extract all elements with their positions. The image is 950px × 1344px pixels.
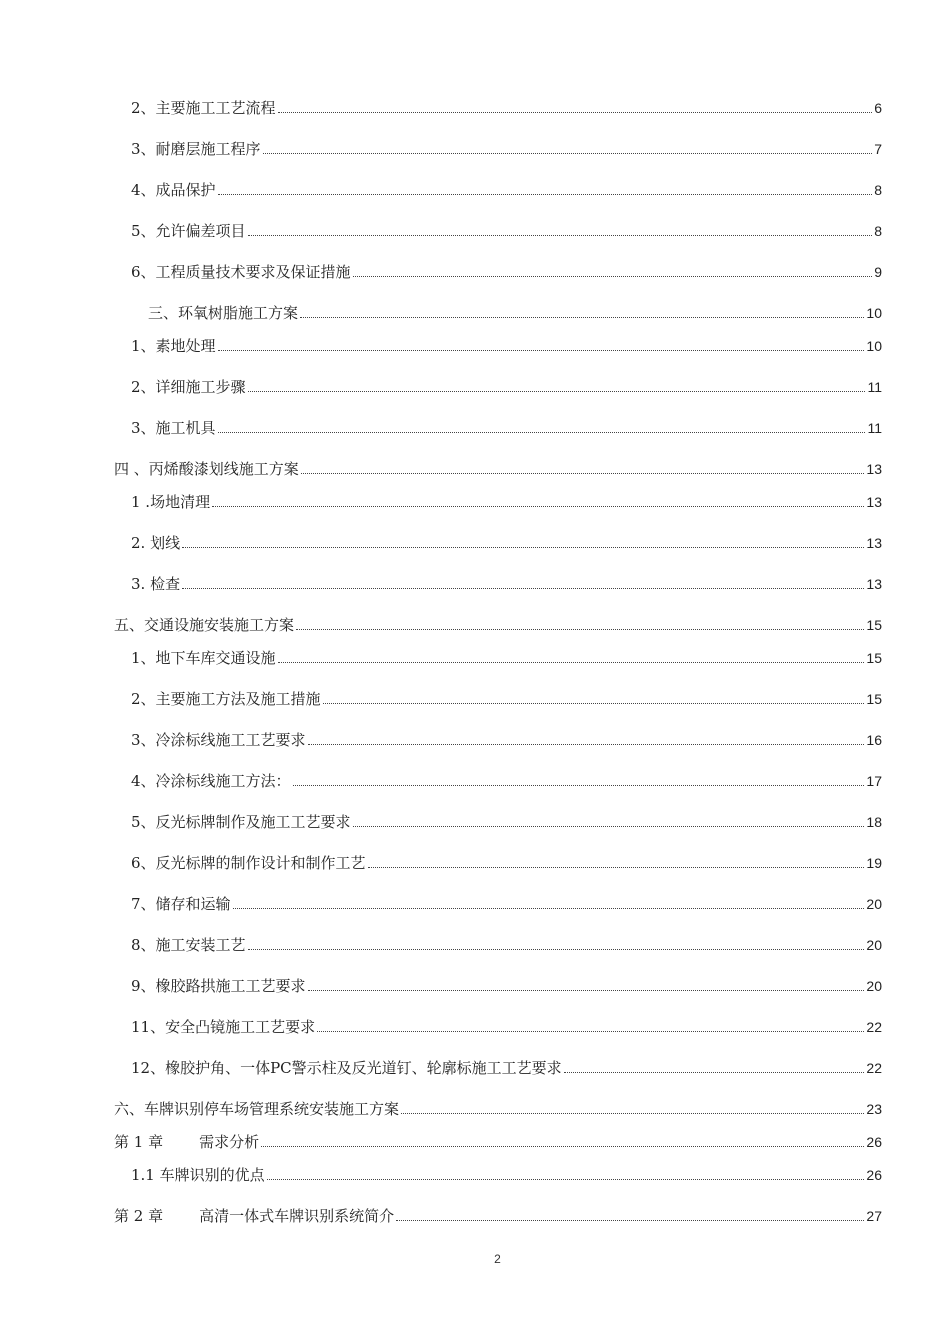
- toc-page-number: 8: [874, 223, 882, 239]
- toc-dot-leader: [300, 317, 864, 318]
- toc-entry-title: 7、储存和运输: [131, 895, 231, 913]
- toc-entry[interactable]: [0, 134, 882, 158]
- toc-dot-leader: [296, 629, 864, 630]
- toc-entry[interactable]: [0, 454, 882, 478]
- toc-dot-leader: [301, 473, 865, 474]
- toc-page-number: 16: [866, 732, 882, 748]
- toc-dot-leader: [261, 1146, 864, 1147]
- toc-entry[interactable]: [0, 610, 882, 634]
- toc-dot-leader: [212, 506, 864, 507]
- toc-entry-title: 1、素地处理: [131, 337, 216, 355]
- toc-entry-title: 9、橡胶路拱施工工艺要求: [131, 977, 306, 995]
- toc-page-number: 11: [867, 379, 882, 395]
- toc-entry-title: 3. 检查: [131, 575, 181, 593]
- toc-entry[interactable]: [0, 889, 882, 913]
- toc-dot-leader: [308, 990, 865, 991]
- toc-dot-leader: [278, 112, 873, 113]
- toc-page-number: 17: [866, 773, 882, 789]
- toc-entry[interactable]: [0, 413, 882, 437]
- toc-dot-leader: [396, 1220, 864, 1221]
- toc-entry[interactable]: [0, 216, 882, 240]
- toc-entry[interactable]: [0, 487, 882, 511]
- toc-dot-leader: [263, 153, 873, 154]
- toc-dot-leader: [308, 744, 865, 745]
- toc-dot-leader: [218, 350, 865, 351]
- toc-entry-title: 6、反光标牌的制作设计和制作工艺: [131, 854, 366, 872]
- toc-dot-leader: [401, 1113, 864, 1114]
- toc-dot-leader: [278, 662, 865, 663]
- toc-entry[interactable]: [0, 298, 882, 322]
- toc-entry[interactable]: [0, 528, 882, 552]
- toc-entry[interactable]: [0, 1160, 882, 1184]
- toc-entry-title: 2. 划线: [131, 534, 181, 552]
- toc-dot-leader: [248, 949, 865, 950]
- toc-entry-title: 4、冷涂标线施工方法：: [131, 772, 291, 790]
- toc-dot-leader: [267, 1179, 865, 1180]
- toc-dot-leader: [317, 1031, 864, 1032]
- toc-entry-title: 五、交通设施安装施工方案: [114, 616, 295, 634]
- toc-page-number: 13: [866, 461, 882, 477]
- toc-dot-leader: [218, 432, 866, 433]
- toc-entry-title: 6、工程质量技术要求及保证措施: [131, 263, 351, 281]
- toc-entry-title: 12、橡胶护角、一体PC警示柱及反光道钉、轮廓标施工工艺要求: [131, 1059, 562, 1077]
- toc-page-number: 18: [866, 814, 882, 830]
- toc-page-number: 15: [866, 691, 882, 707]
- toc-entry[interactable]: [0, 1094, 882, 1118]
- toc-entry-title: 3、施工机具: [131, 419, 216, 437]
- toc-entry-title: 1 .场地清理: [131, 493, 211, 511]
- toc-entry[interactable]: [0, 1127, 882, 1151]
- toc-entry-title: 1.1 车牌识别的优点: [131, 1166, 265, 1184]
- toc-page-number: 26: [866, 1167, 882, 1183]
- toc-entry[interactable]: [0, 175, 882, 199]
- toc-entry-title: 第 1 章 需求分析: [114, 1133, 260, 1151]
- toc-entry-title: 3、冷涂标线施工工艺要求: [131, 731, 306, 749]
- toc-entry[interactable]: [0, 257, 882, 281]
- toc-page-number: 8: [874, 182, 882, 198]
- toc-entry[interactable]: [0, 725, 882, 749]
- toc-page-number: 20: [866, 978, 882, 994]
- toc-page-number: 26: [866, 1134, 882, 1150]
- toc-entry-title: 2、详细施工步骤: [131, 378, 246, 396]
- toc-dot-leader: [248, 235, 873, 236]
- toc-dot-leader: [564, 1072, 865, 1073]
- toc-entry[interactable]: [0, 93, 882, 117]
- toc-dot-leader: [233, 908, 865, 909]
- toc-page-number: 22: [866, 1060, 882, 1076]
- toc-chapter-label: 第 2 章: [114, 1207, 164, 1225]
- toc-entry[interactable]: [0, 331, 882, 355]
- toc-dot-leader: [323, 703, 865, 704]
- toc-entry[interactable]: [0, 1053, 882, 1077]
- toc-dot-leader: [182, 547, 864, 548]
- toc-entry-title: 5、反光标牌制作及施工工艺要求: [131, 813, 351, 831]
- toc-page-number: 11: [867, 420, 882, 436]
- toc-page-number: 20: [866, 937, 882, 953]
- toc-dot-leader: [218, 194, 873, 195]
- toc-page-number: 20: [866, 896, 882, 912]
- toc-page-number: 6: [874, 100, 882, 116]
- toc-page-number: 15: [866, 650, 882, 666]
- toc-entry-title: 5、允许偏差项目: [131, 222, 246, 240]
- toc-dot-leader: [248, 391, 866, 392]
- toc-dot-leader: [368, 867, 865, 868]
- toc-entry-title: 六、车牌识别停车场管理系统安装施工方案: [114, 1100, 400, 1118]
- toc-dot-leader: [182, 588, 864, 589]
- toc-entry[interactable]: [0, 372, 882, 396]
- page-number: 2: [494, 1252, 501, 1266]
- toc-dot-leader: [293, 785, 865, 786]
- toc-entry[interactable]: [0, 807, 882, 831]
- toc-entry-title: 2、主要施工方法及施工措施: [131, 690, 321, 708]
- toc-page-number: 19: [866, 855, 882, 871]
- toc-entry[interactable]: [0, 1201, 882, 1225]
- toc-entry-title: 三、环氧树脂施工方案: [148, 304, 299, 322]
- toc-entry[interactable]: [0, 643, 882, 667]
- toc-entry[interactable]: [0, 684, 882, 708]
- toc-entry[interactable]: [0, 930, 882, 954]
- toc-entry[interactable]: [0, 1012, 882, 1036]
- toc-page-number: 9: [874, 264, 882, 280]
- toc-page-number: 13: [866, 535, 882, 551]
- toc-dot-leader: [353, 276, 873, 277]
- toc-entry-title: 第 2 章 高清一体式车牌识别系统简介: [114, 1207, 395, 1225]
- toc-page-number: 22: [866, 1019, 882, 1035]
- toc-page-number: 15: [866, 617, 882, 633]
- toc-page-number: 10: [866, 305, 882, 321]
- toc-dot-leader: [353, 826, 865, 827]
- toc-entry-title: 四 、丙烯酸漆划线施工方案: [114, 460, 299, 478]
- toc-page-number: 10: [866, 338, 882, 354]
- toc-entry-title: 1、地下车库交通设施: [131, 649, 276, 667]
- toc-page-number: 13: [866, 494, 882, 510]
- toc-entry-title: 8、施工安装工艺: [131, 936, 246, 954]
- toc-entry[interactable]: [0, 848, 882, 872]
- toc-page-number: 23: [866, 1101, 882, 1117]
- toc-page-number: 7: [874, 141, 882, 157]
- toc-entry[interactable]: [0, 569, 882, 593]
- toc-entry[interactable]: [0, 766, 882, 790]
- toc-page-number: 13: [866, 576, 882, 592]
- toc-entry-title: 4、成品保护: [131, 181, 216, 199]
- toc-page-number: 27: [866, 1208, 882, 1224]
- toc-entry[interactable]: [0, 971, 882, 995]
- toc-chapter-label: 第 1 章: [114, 1133, 164, 1151]
- toc-entry-title: 11、安全凸镜施工工艺要求: [131, 1018, 316, 1036]
- toc-entry-title: 2、主要施工工艺流程: [131, 99, 276, 117]
- toc-entry-title: 3、耐磨层施工程序: [131, 140, 261, 158]
